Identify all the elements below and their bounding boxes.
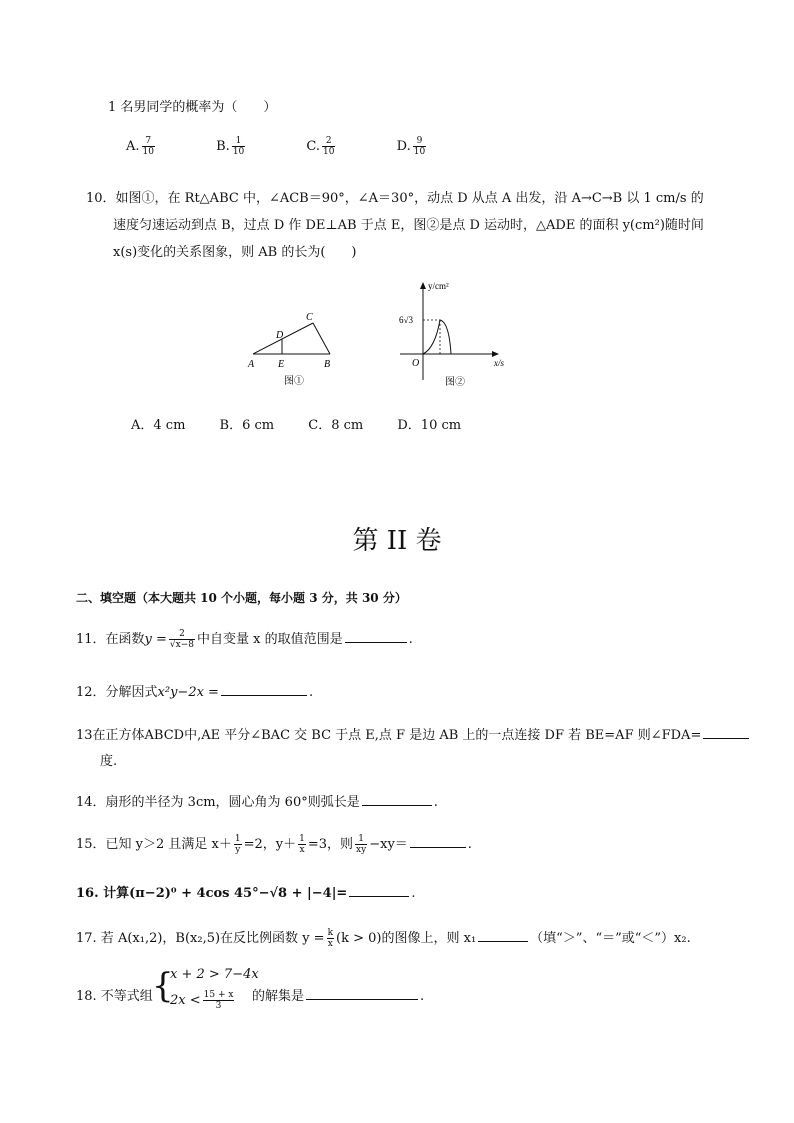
label-b: B <box>324 359 331 370</box>
q18-eq1: x + 2 > 7−4x <box>170 967 259 982</box>
q9-option-b[interactable]: B. $\frac{1}{10}$ <box>216 136 245 157</box>
q10-option-a[interactable]: A．4 cm <box>131 418 186 433</box>
q13-line1: 13在正方体ABCD中,AE 平分∠BAC 交 BC 于点 E,点 F 是边 AB 上的一点连接 DF 若 BE=AF 则∠FDA= <box>76 724 751 743</box>
answer-blank-16[interactable] <box>349 895 409 897</box>
q9-text: 1 名男同学的概率为（ ） <box>108 100 277 115</box>
figure-2-graph <box>395 278 520 393</box>
q12: 12．分解因式x²y−2x = . <box>76 685 314 700</box>
y-axis-label: y/cm² <box>428 281 449 291</box>
q10-option-b[interactable]: B．6 cm <box>219 418 275 433</box>
q10-option-c[interactable]: C．8 cm <box>308 418 364 433</box>
q18-eq2: 2x < $\frac{15 + x}{3}$ <box>170 990 234 1011</box>
side-cb <box>313 323 330 354</box>
q10-option-d[interactable]: D．10 cm <box>397 418 462 433</box>
q9-option-d[interactable]: D. $\frac{9}{10}$ <box>396 136 426 157</box>
q9-option-a[interactable]: A. $\frac{7}{10}$ <box>126 136 154 157</box>
label-d: D <box>276 330 284 341</box>
graph-curve <box>423 320 451 354</box>
q18: 18. 不等式组 <box>76 989 153 1004</box>
q10-line3: x(s)变化的关系图象，则 AB 的长为( ) <box>113 245 357 260</box>
answer-blank-14[interactable] <box>362 804 432 806</box>
q10-options <box>131 414 461 433</box>
answer-blank-12[interactable] <box>221 694 307 696</box>
q16: 16. 计算(π−2)⁰ + 4cos 45°−√8 + |−4|= . <box>76 886 416 901</box>
section-heading: 二、填空题（本大题共 10 个小题，每小题 3 分，共 30 分） <box>76 591 407 605</box>
q13-line2: 度. <box>100 754 118 769</box>
caption-fig1: 图① <box>284 376 304 387</box>
q18-tail: 的解集是 . <box>252 989 425 1004</box>
q17: 17. 若 A(x₁,2)，B(x₂,5)在反比例函数 y = $\frac{k}{x}$ (k > 0)的图像上，则 x₁ （填“＞”、“＝”或“＜”）x₂. <box>76 928 691 949</box>
label-e: E <box>278 359 285 370</box>
origin-label: O <box>412 358 420 369</box>
answer-blank-13[interactable] <box>703 737 749 739</box>
figure-1-triangle <box>240 305 350 390</box>
q9-options <box>126 136 483 157</box>
caption-fig2: 图② <box>445 377 465 388</box>
q11: 11．在函数y = $\frac{2}{√x-8}$ 中自变量 x 的取值范围是 . <box>76 629 413 650</box>
answer-blank-18[interactable] <box>306 998 418 1000</box>
label-a: A <box>248 359 255 370</box>
q10-line1: 10．如图①，在 Rt△ABC 中，∠ACB＝90°，∠A＝30°，动点 D 从点 A 出发，沿 A→C→B 以 1 cm/s 的 <box>86 191 704 206</box>
q14: 14．扇形的半径为 3cm，圆心角为 60°则弧长是 . <box>76 795 438 810</box>
section-title: 第 II 卷 <box>352 526 442 556</box>
y-axis-arrow <box>420 282 426 289</box>
answer-blank-11[interactable] <box>345 641 407 643</box>
label-c: C <box>306 312 313 323</box>
y-tick-label: 6√3 <box>399 315 413 325</box>
answer-blank-15[interactable] <box>410 846 466 848</box>
brace: { <box>152 966 174 1006</box>
q9-option-c[interactable]: C. $\frac{2}{10}$ <box>306 136 335 157</box>
x-axis-label: x/s <box>494 358 504 368</box>
q10-line2: 速度匀速运动到点 B，过点 D 作 DE⊥AB 于点 E，图②是点 D 运动时，△ADE 的面积 y(cm²)随时间 <box>113 218 704 233</box>
answer-blank-17[interactable] <box>478 940 528 942</box>
q15: 15．已知 y＞2 且满足 x＋ $\frac{1}{y}$ =2，y＋ $\frac{1}{x}$ =3，则 $\frac{1}{xy}$ −xy＝ . <box>76 834 472 855</box>
x-axis-arrow <box>492 351 499 357</box>
